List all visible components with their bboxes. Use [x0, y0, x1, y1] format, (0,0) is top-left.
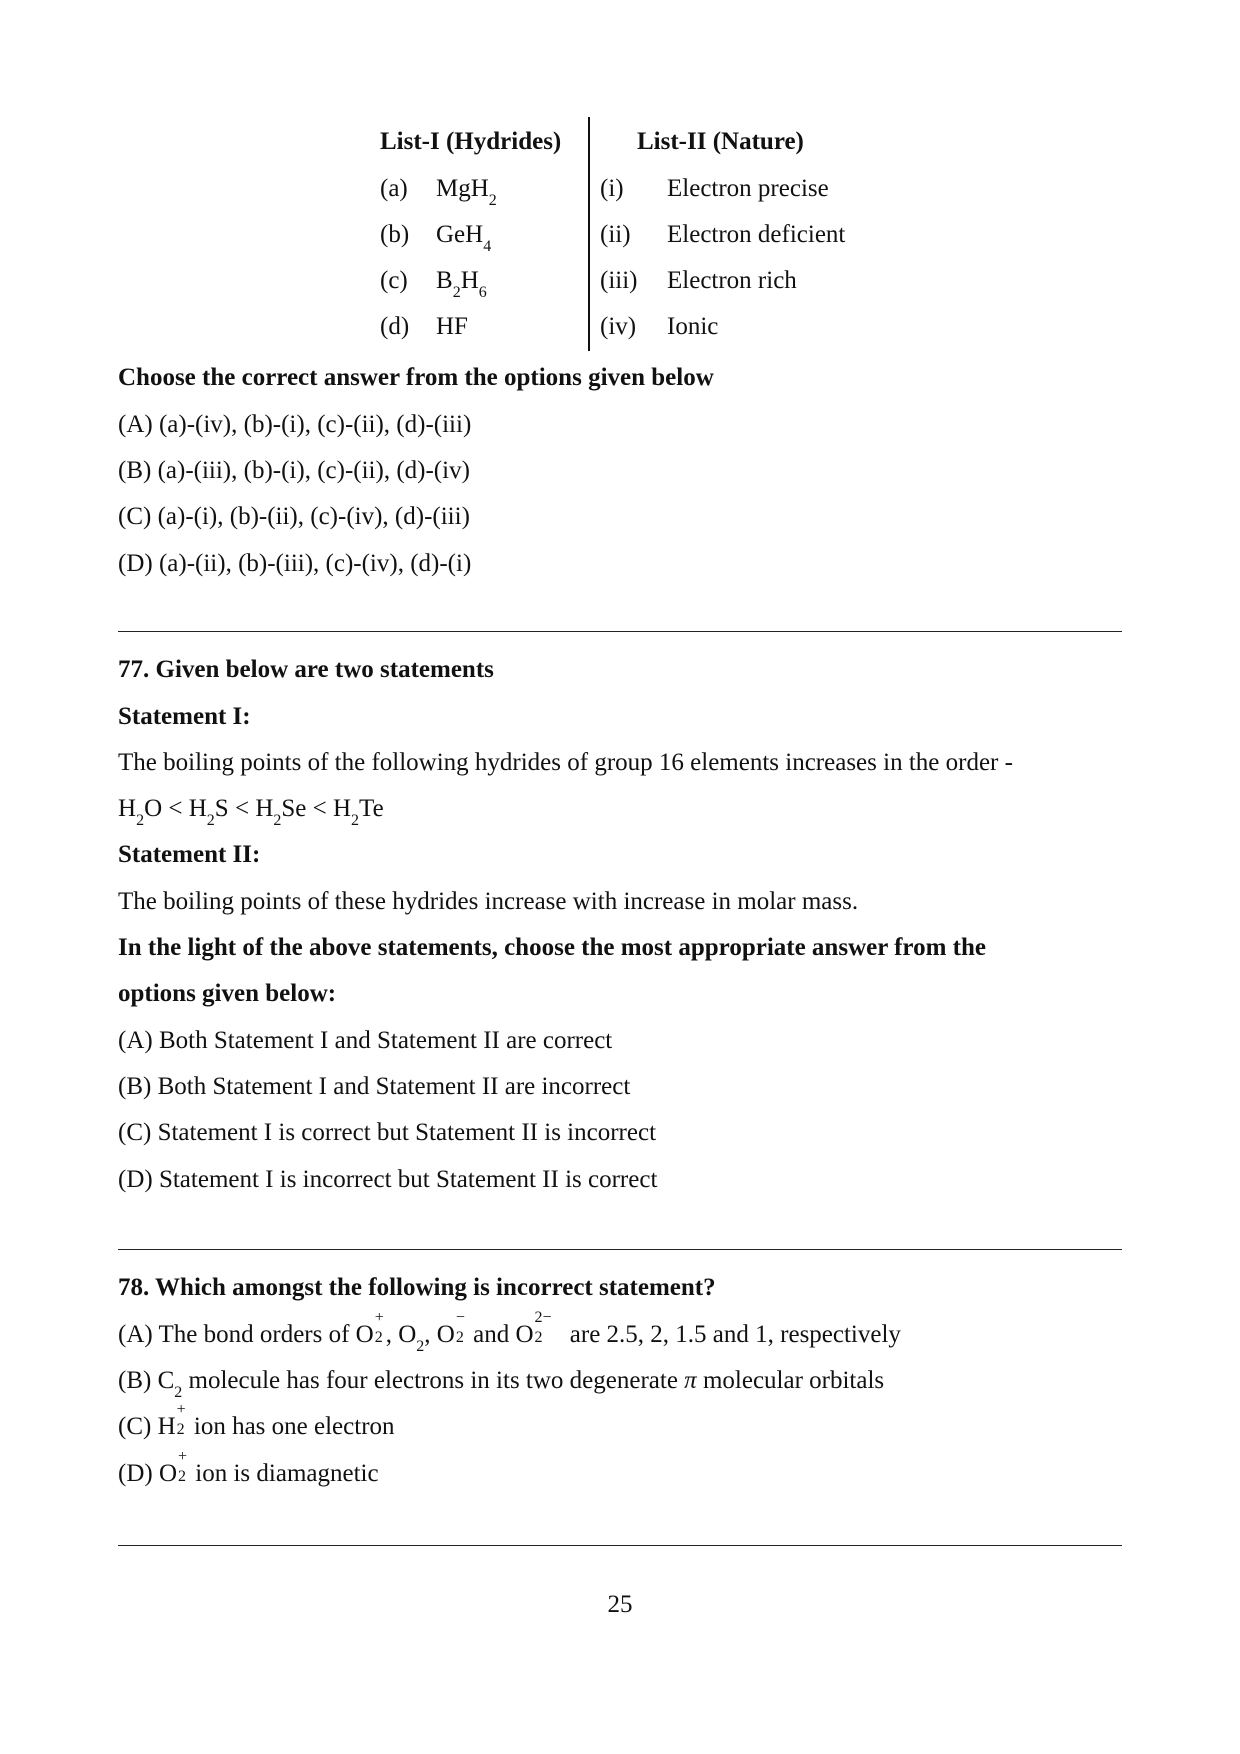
q77-statement2-label: Statement II: — [118, 841, 261, 868]
separator — [118, 1545, 1122, 1546]
q77-prompt-line1: In the light of the above statements, choose the most appropriate answer from the — [118, 934, 986, 961]
table-divider — [588, 117, 590, 351]
page-number: 25 — [607, 1591, 633, 1618]
list2-label-ii: (ii) — [600, 221, 631, 248]
list1-label-c: (c) — [380, 267, 408, 294]
q77-prompt-line2: options given below: — [118, 980, 337, 1007]
match-instruction: Choose the correct answer from the options given below — [118, 364, 714, 391]
separator — [118, 1249, 1122, 1250]
list2-label-iv: (iv) — [600, 313, 637, 340]
q77-hydride-order: $H_2O < H_2S < H_2Se < H_2Te$ — [118, 795, 384, 829]
list1-formula-b: GeH$_4$ — [436, 221, 492, 255]
list2-header: List-II (Nature) — [637, 128, 804, 155]
match-option-a: (A) (a)-(iv), (b)-(i), (c)-(ii), (d)-(iii) — [118, 411, 472, 438]
q77-option-b: (B) Both Statement I and Statement II are incorrect — [118, 1073, 631, 1100]
q77-statement1-text: The boiling points of the following hydrides of group 16 elements increases in the order - — [118, 749, 1013, 776]
list2-text-iii: Electron rich — [667, 267, 797, 294]
match-option-d: (D) (a)-(ii), (b)-(iii), (c)-(iv), (d)-(i) — [118, 550, 472, 577]
match-option-c: (C) (a)-(i), (b)-(ii), (c)-(iv), (d)-(iii) — [118, 503, 470, 530]
list1-label-b: (b) — [380, 221, 410, 248]
list1-header: List-I (Hydrides) — [380, 128, 562, 155]
q77-option-a: (A) Both Statement I and Statement II are correct — [118, 1027, 613, 1054]
q77-statement2-text: The boiling points of these hydrides increase with increase in molar mass. — [118, 888, 859, 915]
list1-label-d: (d) — [380, 313, 410, 340]
q78-title: 78. Which amongst the following is incorrect statement? — [118, 1274, 716, 1301]
list1-formula-a: MgH$_2$ — [436, 175, 497, 209]
list2-label-i: (i) — [600, 175, 624, 202]
list2-text-i: Electron precise — [667, 175, 829, 202]
list1-label-a: (a) — [380, 175, 408, 202]
q78-option-d: (D) O + 2 ion is diamagnetic — [118, 1448, 379, 1487]
list1-formula-c: $B_2H_6$ — [436, 267, 487, 301]
separator — [118, 631, 1122, 632]
q77-title: 77. Given below are two statements — [118, 656, 494, 683]
q77-option-c: (C) Statement I is correct but Statement II is incorrect — [118, 1119, 657, 1146]
list1-formula-d: HF — [436, 313, 468, 340]
list2-text-iv: Ionic — [667, 313, 719, 340]
q77-option-d: (D) Statement I is incorrect but Statement II is correct — [118, 1166, 658, 1193]
q78-option-a: (A) The bond orders of O + 2 , $O_2$, O − 2 and O 2− 2 are 2.5, 2, 1.5 and 1, respectively — [118, 1309, 901, 1355]
list2-text-ii: Electron deficient — [667, 221, 846, 248]
q78-option-c: (C) H + 2 ion has one electron — [118, 1401, 395, 1440]
q77-statement1-label: Statement I: — [118, 703, 251, 730]
q78-option-b: (B) $C_2$ molecule has four electrons in its two degenerate π molecular orbitals — [118, 1367, 885, 1401]
match-option-b: (B) (a)-(iii), (b)-(i), (c)-(ii), (d)-(iv) — [118, 457, 470, 484]
list2-label-iii: (iii) — [600, 267, 638, 294]
